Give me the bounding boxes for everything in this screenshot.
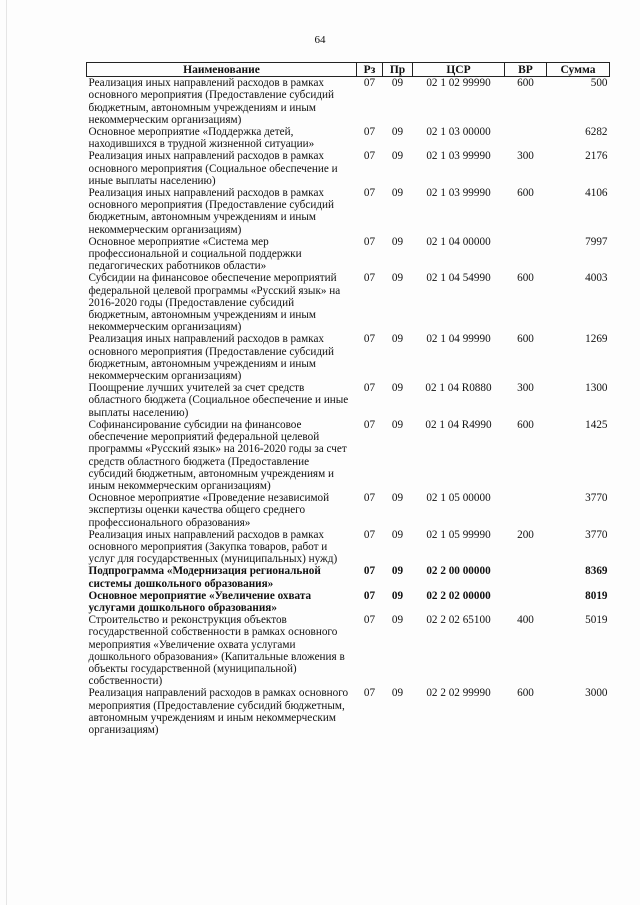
- cell-sum: 3000: [585, 687, 608, 700]
- cell-pr: 09: [391, 382, 404, 395]
- header-rz: Рз: [357, 63, 383, 77]
- cell-csr: 02 1 04 54990: [426, 272, 491, 285]
- cell-csr: 02 1 03 99990: [426, 150, 491, 163]
- cell-sum: 7997: [585, 235, 608, 248]
- cell-csr: 02 1 03 99990: [426, 187, 491, 200]
- cell-name: Основное мероприятие «Поддержка детей, находившихся в трудной жизненной ситуации»: [88, 126, 315, 151]
- cell-name: Строительство и реконструкция объектов государственной собственности в рамках основного мероприятия «Увеличение охвата услугами дошкольного образования» (Капитальные вложения в объекты государственной (муниципальной) собственности): [88, 614, 345, 688]
- cell-csr: 02 1 04 99990: [426, 333, 491, 346]
- cell-vr: [505, 492, 547, 529]
- cell-rz: 07: [363, 528, 376, 541]
- cell-vr: [505, 565, 547, 589]
- cell-name: Основное мероприятие «Увеличение охвата услугами дошкольного образования»: [88, 589, 312, 614]
- header-name: Наименование: [87, 63, 357, 77]
- cell-rz: 07: [363, 614, 376, 627]
- cell-sum: 1300: [585, 382, 608, 395]
- page-number: 64: [314, 34, 326, 46]
- cell-csr: 02 1 05 00000: [426, 492, 491, 505]
- header-sum: Сумма: [547, 63, 610, 77]
- cell-rz: 07: [363, 382, 376, 395]
- cell-name: Основное мероприятие «Проведение независимой экспертизы оценки качества общего среднего профессионального образования»: [88, 492, 330, 529]
- cell-csr: 02 1 03 00000: [426, 126, 491, 139]
- budget-table: [86, 62, 610, 736]
- cell-vr: 600: [517, 187, 534, 200]
- cell-csr: 02 2 02 99990: [426, 687, 491, 700]
- cell-vr: 400: [517, 614, 534, 627]
- cell-pr: 09: [391, 589, 404, 602]
- scan-edge-line: [6, 0, 7, 905]
- table-header: [87, 63, 610, 77]
- cell-pr: 09: [391, 687, 404, 700]
- cell-vr: 300: [517, 382, 534, 395]
- cell-name: Поощрение лучших учителей за счет средств областного бюджета (Социальное обеспечение и иные выплаты населению): [88, 382, 349, 419]
- cell-vr: 200: [517, 528, 534, 541]
- cell-pr: 09: [391, 235, 404, 248]
- cell-name: Подпрограмма «Модернизация региональной системы дошкольного образования»: [88, 565, 321, 590]
- cell-rz: 07: [363, 565, 376, 578]
- cell-csr: 02 2 00 00000: [426, 565, 491, 578]
- table-row: [87, 150, 610, 187]
- cell-pr: 09: [391, 614, 404, 627]
- cell-name: Субсидии на финансовое обеспечение мероприятий федеральной целевой программы «Русский язык» на 2016-2020 годы (Предоставление субсидий бюджетным, автономным учреждениям и иным некоммерческим организациям): [88, 272, 341, 334]
- cell-sum: 5019: [585, 614, 608, 627]
- cell-rz: 07: [363, 272, 376, 285]
- cell-vr: 600: [517, 77, 534, 90]
- table-row: [87, 272, 610, 333]
- cell-pr: 09: [391, 187, 404, 200]
- cell-pr: 09: [391, 528, 404, 541]
- cell-rz: 07: [363, 126, 376, 139]
- table-body: [87, 77, 610, 736]
- cell-rz: 07: [363, 333, 376, 346]
- cell-csr: 02 1 04 R4990: [425, 418, 492, 431]
- cell-name: Реализация направлений расходов в рамках основного мероприятия (Предоставление субсидий бюджетным, автономным учреждениям и иным некоммерческим организациям): [88, 687, 349, 736]
- cell-rz: 07: [363, 687, 376, 700]
- cell-name: Реализация иных направлений расходов в рамках основного мероприятия (Социальное обеспечение и иные выплаты населению): [88, 150, 338, 187]
- cell-pr: 09: [391, 418, 404, 431]
- cell-pr: 09: [391, 333, 404, 346]
- header-pr: Пр: [383, 63, 413, 77]
- cell-rz: 07: [363, 492, 376, 505]
- cell-sum: 6282: [585, 126, 608, 139]
- cell-csr: 02 2 02 65100: [426, 614, 491, 627]
- cell-vr: [505, 590, 547, 614]
- cell-sum: 2176: [585, 150, 608, 163]
- cell-rz: 07: [363, 150, 376, 163]
- cell-name: Софинансирование субсидии на финансовое обеспечение мероприятий федеральной целевой программы «Русский язык» на 2016-2020 годы за счет средств областного бюджета (Предоставление субсидий бюджетным, автономным учреждениям и иным некоммерческим организациям): [88, 418, 347, 492]
- cell-sum: 1425: [585, 418, 608, 431]
- table-row: [87, 419, 610, 492]
- cell-sum: 3770: [585, 528, 608, 541]
- cell-vr: [505, 126, 547, 150]
- cell-csr: 02 1 04 R0880: [425, 382, 492, 395]
- header-vr: ВР: [505, 63, 547, 77]
- cell-vr: 300: [517, 150, 534, 163]
- table-row: [87, 590, 610, 614]
- table-row: [87, 529, 610, 566]
- cell-rz: 07: [363, 77, 376, 90]
- header-csr: ЦСР: [413, 63, 505, 77]
- cell-pr: 09: [391, 126, 404, 139]
- cell-csr: 02 1 02 99990: [426, 77, 491, 90]
- cell-sum: 8369: [585, 565, 608, 578]
- table-row: [87, 687, 610, 736]
- cell-sum: 8019: [585, 589, 608, 602]
- cell-rz: 07: [363, 235, 376, 248]
- cell-sum: 4003: [585, 272, 608, 285]
- cell-vr: 600: [517, 333, 534, 346]
- cell-rz: 07: [363, 589, 376, 602]
- cell-csr: 02 1 04 00000: [426, 235, 491, 248]
- table-row: [87, 187, 610, 236]
- cell-sum: 1269: [585, 333, 608, 346]
- cell-csr: 02 2 02 00000: [426, 589, 491, 602]
- cell-pr: 09: [391, 565, 404, 578]
- cell-name: Основное мероприятие «Система мер профессиональной и социальной поддержки педагогических работников области»: [88, 235, 302, 273]
- cell-vr: 600: [517, 687, 534, 700]
- cell-rz: 07: [363, 187, 376, 200]
- table-row: [87, 236, 610, 273]
- table-row: [87, 126, 610, 150]
- cell-vr: [505, 236, 547, 273]
- table-row: [87, 614, 610, 687]
- cell-pr: 09: [391, 77, 404, 90]
- cell-pr: 09: [391, 492, 404, 505]
- table-row: [87, 382, 610, 419]
- header-row: [87, 63, 610, 77]
- cell-name: Реализация иных направлений расходов в рамках основного мероприятия (Предоставление субсидий бюджетным, автономным учреждениям и иным некоммерческим организациям): [88, 187, 334, 236]
- table-row: [87, 565, 610, 589]
- cell-name: Реализация иных направлений расходов в рамках основного мероприятия (Предоставление субсидий бюджетным, автономным учреждениям и иным некоммерческим организациям): [88, 333, 334, 383]
- table-row: [87, 492, 610, 529]
- cell-pr: 09: [391, 272, 404, 285]
- cell-sum: 3770: [585, 492, 608, 505]
- cell-sum: 4106: [585, 187, 608, 200]
- cell-vr: 600: [517, 418, 534, 431]
- cell-pr: 09: [391, 150, 404, 163]
- cell-name: Реализация иных направлений расходов в рамках основного мероприятия (Предоставление субсидий бюджетным, автономным учреждениям и иным некоммерческим организациям): [88, 77, 334, 126]
- cell-name: Реализация иных направлений расходов в рамках основного мероприятия (Закупка товаров, работ и услуг для государственных (муниципальных) нужд): [88, 528, 338, 566]
- cell-csr: 02 1 05 99990: [426, 528, 491, 541]
- cell-rz: 07: [363, 418, 376, 431]
- cell-sum: 500: [590, 77, 608, 90]
- cell-vr: 600: [517, 272, 534, 285]
- table-row: [87, 333, 610, 382]
- table-row: [87, 77, 610, 126]
